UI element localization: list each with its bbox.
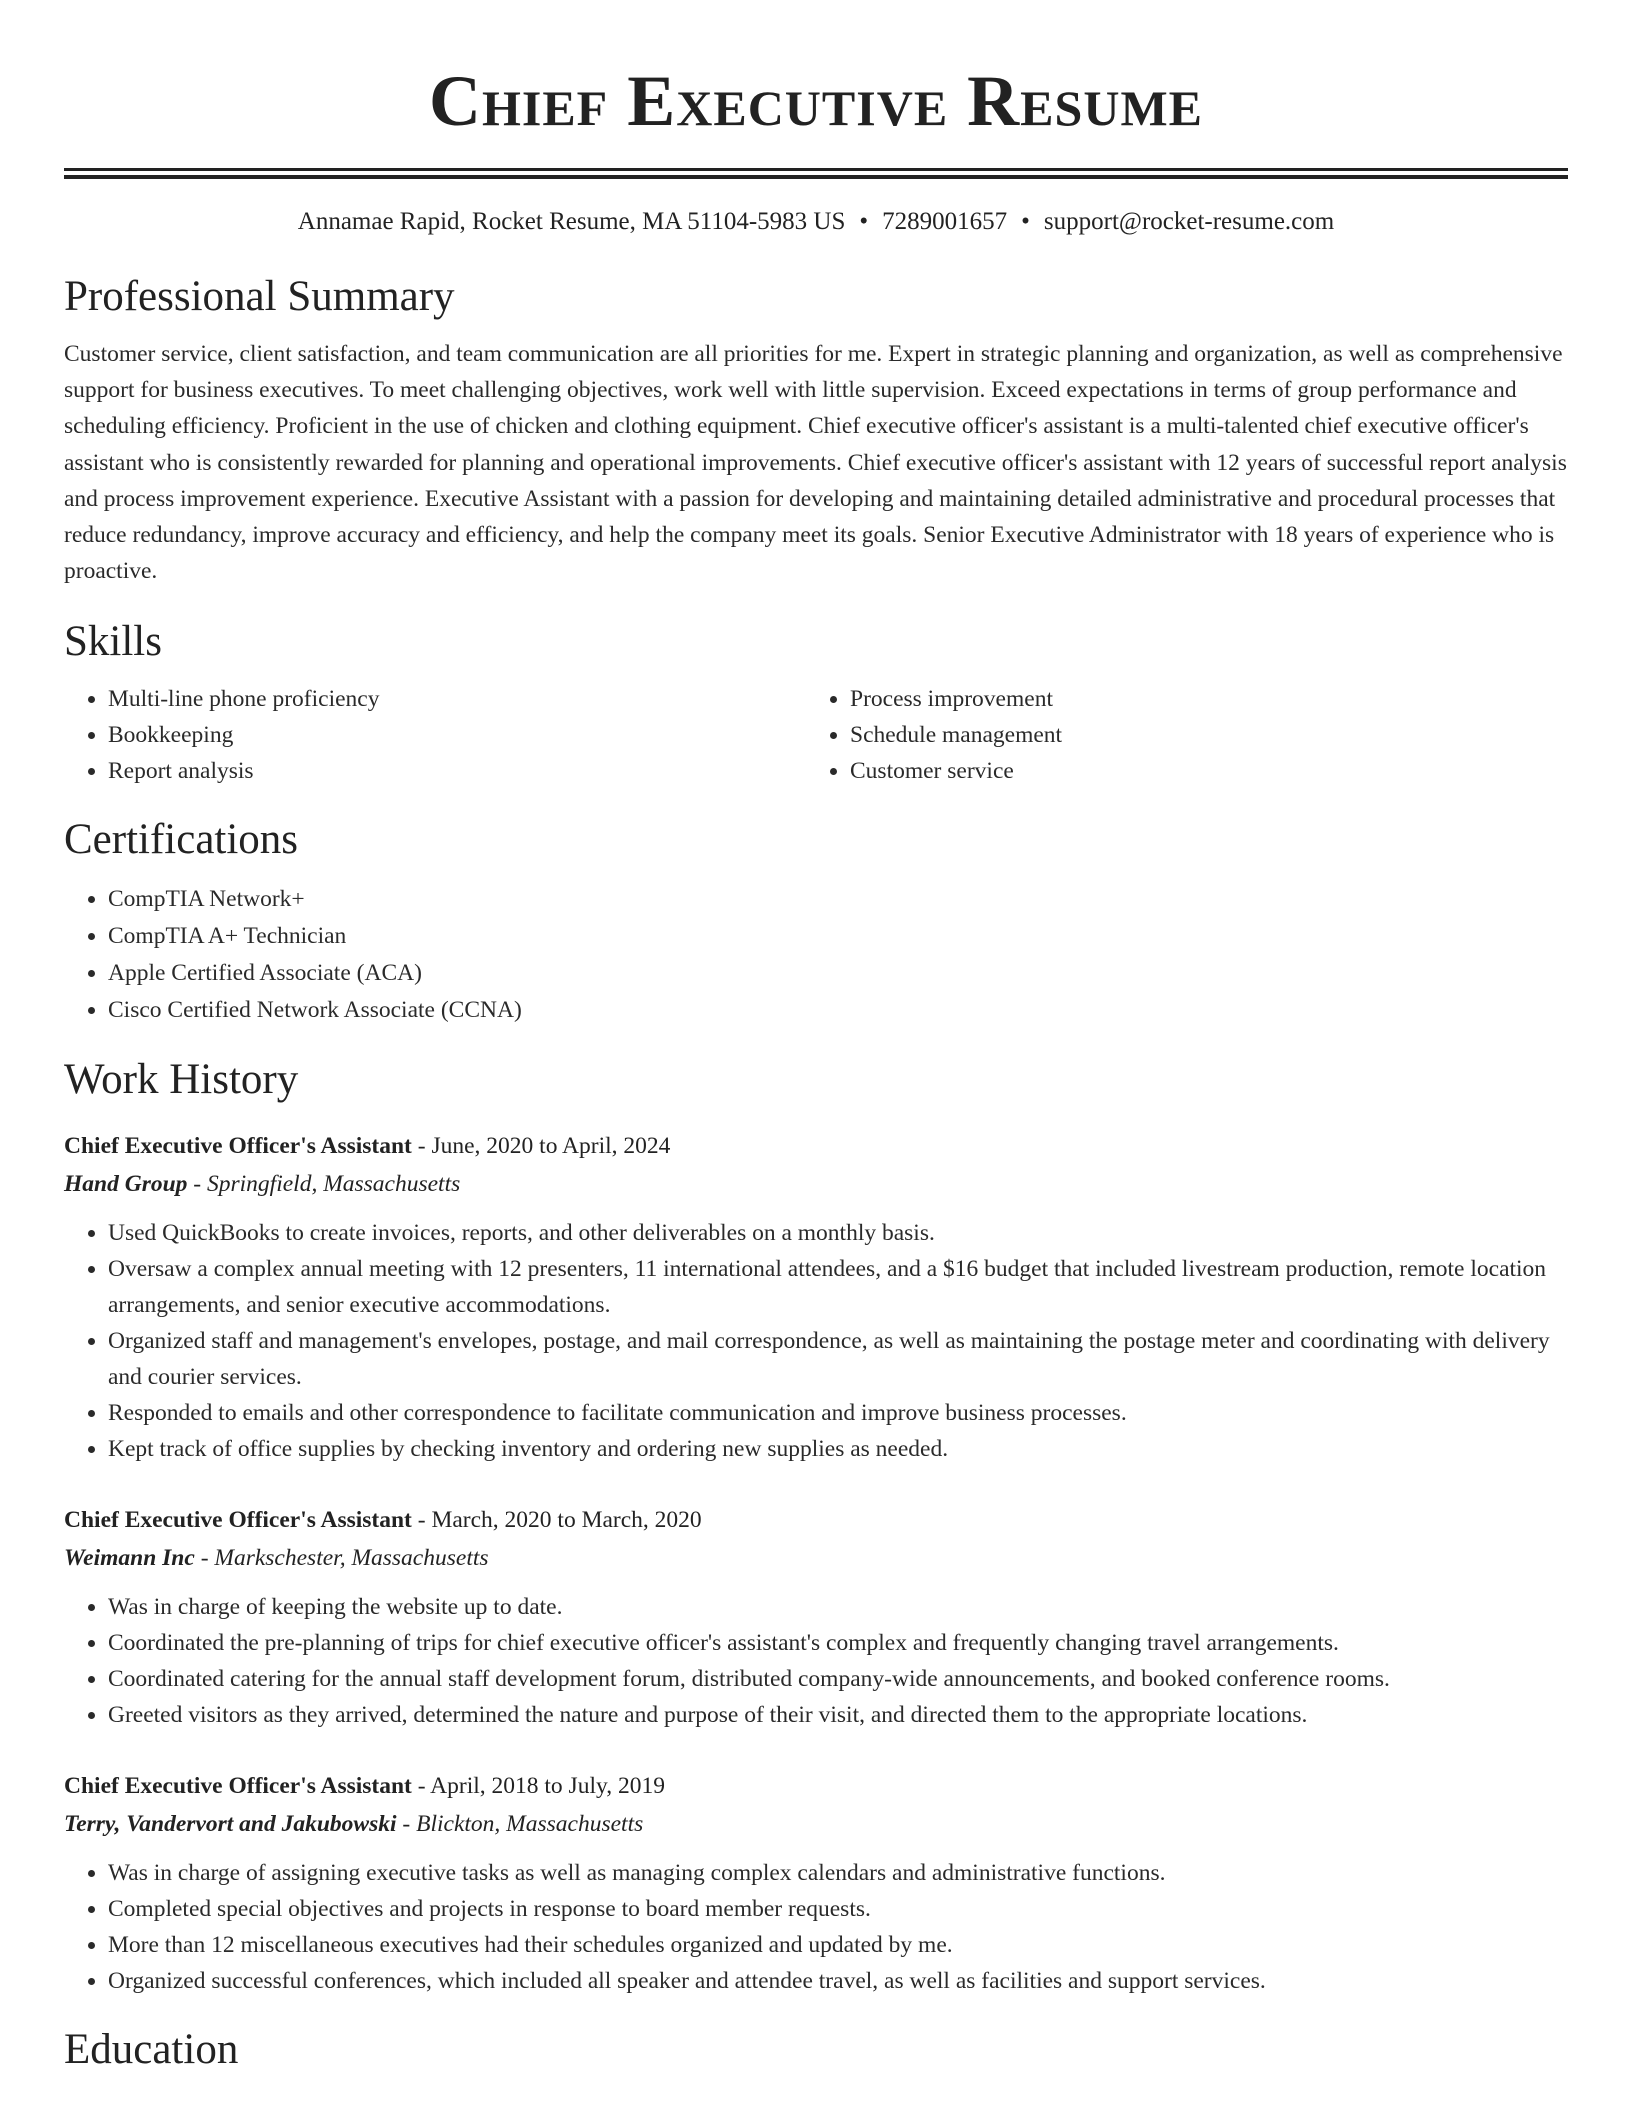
skill-item: • Bookkeeping	[108, 717, 806, 753]
certifications-list	[64, 881, 1568, 1029]
job-bullet: • Oversaw a complex annual meeting with 12 presenters, 11 international attendees, and a $16 budget that included livestream production, remote location arrangements, and senior executive accommodations.	[108, 1251, 1568, 1323]
job-location: - Blickton, Massachusetts	[396, 1811, 644, 1838]
job-company-line	[64, 1805, 1568, 1843]
job-company: Terry, Vandervort and Jakubowski	[64, 1811, 397, 1838]
skill-item: • Schedule management	[850, 717, 1548, 753]
contact-phone: 7289001657	[882, 208, 1008, 235]
job-bullets	[64, 1215, 1568, 1467]
job-company-line	[64, 1165, 1568, 1203]
job-title-line	[64, 1127, 1568, 1165]
job-role: Chief Executive Officer's Assistant	[64, 1133, 412, 1160]
skill-item: • Report analysis	[108, 753, 806, 789]
job-bullets	[64, 1589, 1568, 1733]
job-dates: - April, 2018 to July, 2019	[411, 1773, 665, 1800]
job-entry	[64, 1767, 1568, 1999]
skill-item: • Multi-line phone proficiency	[108, 681, 806, 717]
job-bullet: • More than 12 miscellaneous executives had their schedules organized and updated by me.	[108, 1927, 1568, 1963]
certification-item: • CompTIA Network+	[108, 881, 1568, 918]
job-location: - Markschester, Massachusetts	[194, 1545, 489, 1572]
certification-item: • CompTIA A+ Technician	[108, 918, 1568, 955]
contact-email: support@rocket-resume.com	[1043, 208, 1335, 235]
job-dates: - June, 2020 to April, 2024	[411, 1133, 671, 1160]
job-company: Hand Group	[64, 1171, 188, 1198]
job-role: Chief Executive Officer's Assistant	[64, 1507, 412, 1534]
job-bullet: • Responded to emails and other correspondence to facilitate communication and improve business processes.	[108, 1395, 1568, 1431]
work-history-heading: Work History	[64, 1056, 299, 1104]
contact-address: Annamae Rapid, Rocket Resume, MA 51104-5983 US	[297, 208, 846, 235]
page-title: Chief Executive Resume	[428, 61, 1203, 141]
job-location: - Springfield, Massachusetts	[187, 1171, 461, 1198]
job-dates: - March, 2020 to March, 2020	[411, 1507, 702, 1534]
certification-item: • Cisco Certified Network Associate (CCNA)	[108, 992, 1568, 1029]
contact-separator: •	[859, 208, 869, 235]
job-company: Weimann Inc	[64, 1545, 195, 1572]
job-bullets	[64, 1855, 1568, 1999]
job-title-line	[64, 1767, 1568, 1805]
skills-column-left	[64, 681, 806, 789]
contact-separator: •	[1021, 208, 1030, 235]
skills-grid	[64, 681, 1568, 789]
job-bullet: • Used QuickBooks to create invoices, reports, and other deliverables on a monthly basis.	[108, 1215, 1568, 1251]
job-bullet: • Was in charge of keeping the website up to date.	[108, 1589, 1568, 1625]
job-title-line	[64, 1501, 1568, 1539]
certification-item: • Apple Certified Associate (ACA)	[108, 955, 1568, 992]
job-entry	[64, 1127, 1568, 1467]
contact-line	[64, 204, 1568, 240]
job-bullet: • Kept track of office supplies by checking inventory and ordering new supplies as needed.	[108, 1431, 1568, 1467]
job-company-line	[64, 1539, 1568, 1577]
job-entry	[64, 1501, 1568, 1733]
skill-item: • Customer service	[850, 753, 1548, 789]
job-role: Chief Executive Officer's Assistant	[64, 1773, 412, 1800]
job-bullet: • Coordinated catering for the annual staff development forum, distributed company-wide announcements, and booked conference rooms.	[108, 1661, 1568, 1697]
job-bullet: • Organized staff and management's envelopes, postage, and mail correspondence, as well as maintaining the postage meter and coordinating with delivery and courier services.	[108, 1323, 1568, 1395]
title-divider	[64, 168, 1568, 171]
job-bullet: • Greeted visitors as they arrived, determined the nature and purpose of their visit, and directed them to the appropriate locations.	[108, 1697, 1568, 1733]
resume-page	[64, 0, 1568, 2077]
certifications-heading: Certifications	[64, 816, 299, 864]
job-bullet: • Organized successful conferences, which included all speaker and attendee travel, as well as facilities and support services.	[108, 1963, 1568, 1999]
job-bullet: • Coordinated the pre-planning of trips for chief executive officer's assistant's complex and frequently changing travel arrangements.	[108, 1625, 1568, 1661]
summary-text: Customer service, client satisfaction, and team communication are all priorities for me. Expert in strategic planning and organization, as well as comprehensive support for business executives. To meet challenging objectives, work well with little supervision. Exceed expectations in terms of group performance and scheduling efficiency. Proficient in the use of chicken and clothing equipment. Chief executive officer's assistant is a multi-talented chief executive officer's assistant who is consistently rewarded for planning and operational improvements. Chief executive officer's assistant with 12 years of successful report analysis and process improvement experience. Executive Assistant with a passion for developing and maintaining detailed administrative and procedural processes that reduce redundancy, improve accuracy and efficiency, and help the company meet its goals. Senior Executive Administrator with 18 years of experience who is proactive.	[64, 341, 1567, 585]
skills-list-right	[806, 681, 1548, 789]
skills-heading: Skills	[64, 618, 162, 666]
job-bullet: • Completed special objectives and projects in response to board member requests.	[108, 1891, 1568, 1927]
skill-item: • Process improvement	[850, 681, 1548, 717]
skills-list-left	[64, 681, 806, 789]
skills-column-right	[806, 681, 1548, 789]
job-bullet: • Was in charge of assigning executive tasks as well as managing complex calendars and administrative functions.	[108, 1855, 1568, 1891]
education-heading: Education	[64, 2026, 239, 2074]
summary-heading: Professional Summary	[64, 273, 455, 320]
